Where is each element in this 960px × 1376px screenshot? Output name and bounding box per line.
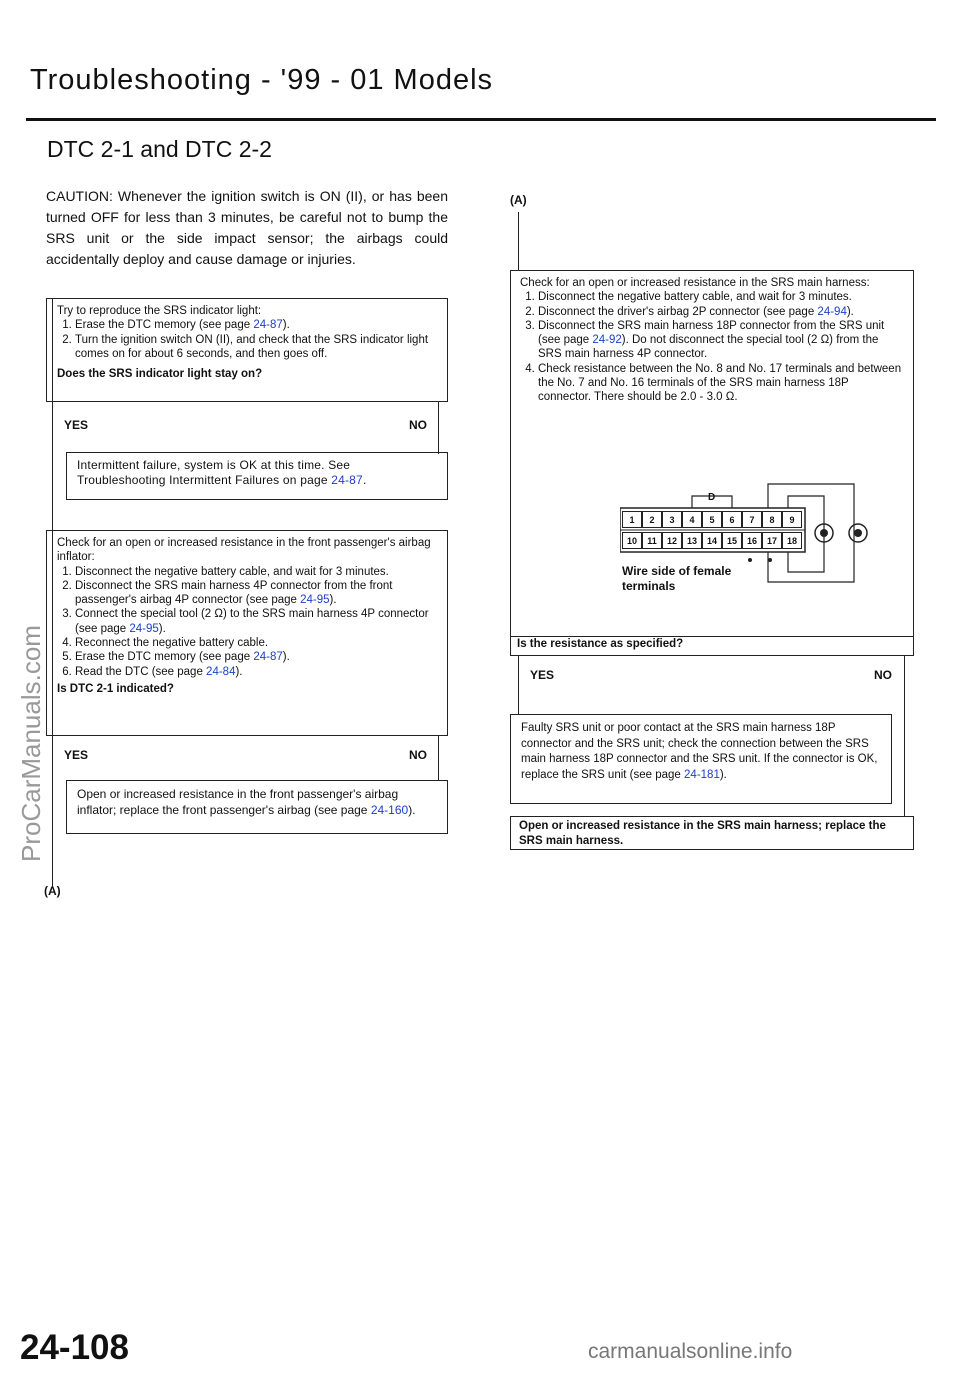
terminal-pin: 13 bbox=[682, 532, 702, 549]
intermittent-failure-box: Intermittent failure, system is OK at this time. See Troubleshooting Intermittent Failures on page 24-87. bbox=[66, 452, 448, 500]
replace-passenger-airbag-box: Open or increased resistance in the front passenger's airbag inflator; replace the front passenger's airbag (see page 24-160). bbox=[66, 780, 448, 834]
step-2: 2. Disconnect the driver's airbag 2P connector (see page 24-94). bbox=[538, 305, 904, 319]
page-link[interactable]: 24-94 bbox=[817, 305, 847, 318]
faulty-srs-unit-box: Faulty SRS unit or poor contact at the SRS main harness 18P connector and the SRS unit; check the connection between the SRS main harness 18P connector and the SRS unit. If the connector is OK, replace the SRS unit (see page 24-181). bbox=[510, 714, 892, 804]
terminal-pin: 8 bbox=[762, 511, 782, 528]
decision-question: Is DTC 2-1 indicated? bbox=[57, 682, 174, 695]
step-1: 1. Disconnect the negative battery cable, and wait for 3 minutes. bbox=[75, 565, 437, 579]
replace-harness-box: Open or increased resistance in the SRS main harness; replace the SRS main harness. bbox=[510, 816, 914, 850]
terminal-pin: 7 bbox=[742, 511, 762, 528]
terminal-pin: 12 bbox=[662, 532, 682, 549]
terminal-pin: 3 bbox=[662, 511, 682, 528]
title-rule bbox=[26, 118, 936, 121]
yes-label: YES bbox=[64, 418, 89, 432]
terminal-pin: 10 bbox=[622, 532, 642, 549]
watermark-text: ProCarManuals.com bbox=[16, 625, 46, 862]
yes-label: YES bbox=[64, 748, 89, 762]
terminal-pin: 17 bbox=[762, 532, 782, 549]
terminal-pin: 6 bbox=[722, 511, 742, 528]
connector-label-a: (A) bbox=[44, 884, 61, 898]
step-6: 6. Read the DTC (see page 24-84). bbox=[75, 665, 437, 679]
caution-text: CAUTION: Whenever the ignition switch is ON (II), or has been turned OFF for less than 3 minutes, be careful not to bump the SRS unit or the side impact sensor; the airbags could accidentally deploy and cause damage or injuries. bbox=[46, 188, 448, 267]
step-2: 2. Turn the ignition switch ON (II), and check that the SRS indicator light comes on for about 6 seconds, and then goes off. bbox=[75, 333, 437, 362]
step-4: 4. Check resistance between the No. 8 and No. 17 terminals and between the No. 7 and No. 16 terminals of the SRS main harness 18P connector. There should be 2.0 - 3.0 Ω. bbox=[538, 362, 904, 405]
box-intro: Check for an open or increased resistance in the front passenger's airbag inflator: bbox=[57, 537, 431, 564]
page-title: Troubleshooting - '99 - 01 Models bbox=[30, 64, 494, 96]
no-label: NO bbox=[874, 668, 892, 682]
no-branch-line bbox=[438, 402, 439, 454]
terminal-pin: 5 bbox=[702, 511, 722, 528]
yes-branch-line bbox=[518, 656, 519, 714]
page-link[interactable]: 24-87 bbox=[331, 473, 363, 487]
right-flow-line bbox=[518, 212, 519, 270]
diagram-caption: Wire side of female bbox=[622, 564, 732, 578]
page-link[interactable]: 24-95 bbox=[129, 622, 159, 635]
terminal-pin: 16 bbox=[742, 532, 762, 549]
question-divider bbox=[510, 636, 914, 637]
decision-question: Is the resistance as specified? bbox=[517, 637, 684, 650]
page-link[interactable]: 24-87 bbox=[253, 651, 283, 664]
connector-diagram bbox=[620, 478, 880, 608]
step-5: 5. Erase the DTC memory (see page 24-87). bbox=[75, 650, 437, 664]
terminal-pin: 9 bbox=[782, 511, 802, 528]
no-label: NO bbox=[409, 418, 427, 432]
step-1: 1. Erase the DTC memory (see page 24-87). bbox=[75, 318, 437, 332]
terminal-pin: 18 bbox=[782, 532, 802, 549]
d-label: D bbox=[708, 492, 716, 503]
step-2: 2. Disconnect the SRS main harness 4P connector from the front passenger's airbag 4P connector (see page 24-95). bbox=[75, 579, 437, 608]
terminal-pin: 15 bbox=[722, 532, 742, 549]
page-number: 24-108 bbox=[20, 1328, 129, 1367]
terminal-pin: 2 bbox=[642, 511, 662, 528]
page-link[interactable]: 24-95 bbox=[300, 594, 330, 607]
step-3: 3. Connect the special tool (2 Ω) to the SRS main harness 4P connector (see page 24-95). bbox=[75, 607, 437, 636]
terminal-pin: 11 bbox=[642, 532, 662, 549]
box-intro: Try to reproduce the SRS indicator light: bbox=[57, 305, 262, 317]
terminal-pin: 1 bbox=[622, 511, 642, 528]
terminal-pin: 14 bbox=[702, 532, 722, 549]
terminal-pin: 4 bbox=[682, 511, 702, 528]
page-link[interactable]: 24-92 bbox=[592, 334, 622, 347]
page-link[interactable]: 24-87 bbox=[253, 319, 283, 332]
no-label: NO bbox=[409, 748, 427, 762]
no-branch-line bbox=[904, 656, 905, 816]
no-branch-line bbox=[438, 736, 439, 780]
connector-label-a: (A) bbox=[510, 193, 527, 207]
section-subtitle: DTC 2-1 and DTC 2-2 bbox=[47, 136, 272, 162]
page-link[interactable]: 24-181 bbox=[684, 768, 720, 781]
step-4: 4. Reconnect the negative battery cable. bbox=[75, 636, 437, 650]
yes-label: YES bbox=[530, 668, 555, 682]
decision-question: Does the SRS indicator light stay on? bbox=[57, 368, 263, 381]
page-link[interactable]: 24-160 bbox=[370, 802, 409, 817]
reproduce-indicator-box bbox=[46, 298, 448, 402]
page-link[interactable]: 24-84 bbox=[206, 665, 236, 678]
step-1: 1. Disconnect the negative battery cable, and wait for 3 minutes. bbox=[538, 290, 904, 304]
footer-source: carmanualsonline.info bbox=[588, 1340, 793, 1363]
diagram-caption: terminals bbox=[622, 579, 676, 593]
box-intro: Check for an open or increased resistance in the SRS main harness: bbox=[520, 277, 870, 289]
step-3: 3. Disconnect the SRS main harness 18P connector from the SRS unit (see page 24-92). Do not disconnect the special tool (2 Ω) from the SRS main harness 4P connector. bbox=[538, 319, 904, 362]
passenger-inflator-check-box bbox=[46, 530, 448, 736]
